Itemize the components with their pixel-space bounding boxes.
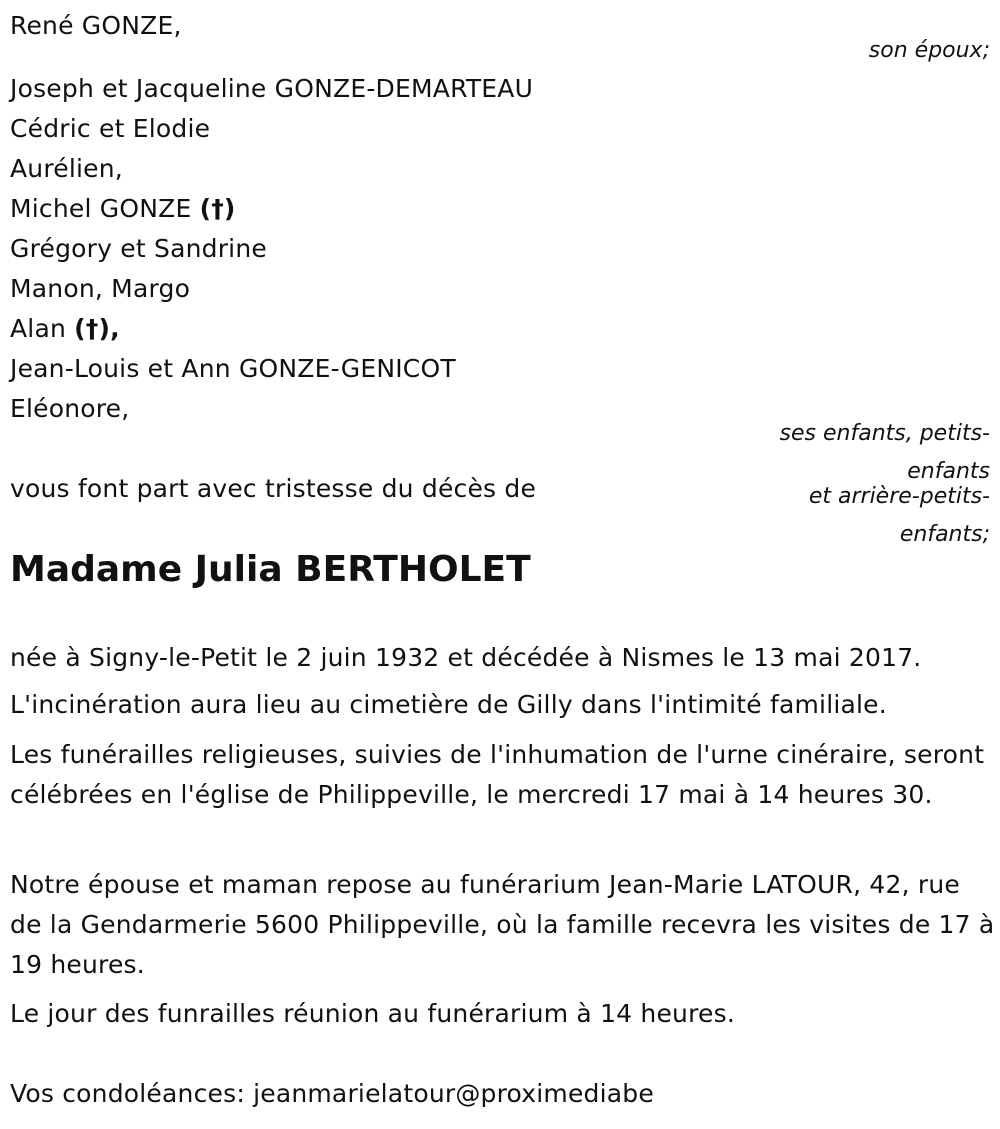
cross-icon: (†), bbox=[74, 314, 120, 343]
deceased-name: Madame Julia BERTHOLET bbox=[10, 549, 531, 590]
label-children-a: ses enfants, petits- bbox=[779, 421, 990, 446]
family-line-manon-margo: Manon, Margo bbox=[10, 274, 191, 303]
family-line-rene: René GONZE, bbox=[10, 11, 182, 40]
alan-name: Alan bbox=[10, 314, 67, 343]
family-line-joseph-jacqueline: Joseph et Jacqueline GONZE-DEMARTEAU bbox=[10, 74, 534, 103]
family-line-eleonore: Eléonore, bbox=[10, 394, 130, 423]
funeral-text: Les funérailles religieuses, suivies de l'inhumation de l'urne cinéraire, seront célébrées en l'église de Philippeville, le mercredi 17 mai à 14 heures 30. bbox=[10, 740, 985, 809]
family-line-jean-louis-ann: Jean-Louis et Ann GONZE-GENICOT bbox=[10, 354, 456, 383]
cross-icon: (†) bbox=[199, 194, 236, 223]
label-children-b: enfants bbox=[907, 459, 990, 484]
label-spouse: son époux; bbox=[868, 38, 990, 63]
intro-text: vous font part avec tristesse du décès de bbox=[10, 474, 537, 503]
label-children-c: et arrière-petits- bbox=[808, 484, 990, 509]
family-line-aurelien: Aurélien, bbox=[10, 154, 123, 183]
family-line-gregory-sandrine: Grégory et Sandrine bbox=[10, 234, 267, 263]
michel-name: Michel GONZE bbox=[10, 194, 192, 223]
birth-death-text: née à Signy-le-Petit le 2 juin 1932 et décédée à Nismes le 13 mai 2017. bbox=[10, 643, 922, 672]
meeting-text: Le jour des funrailles réunion au funérarium à 14 heures. bbox=[10, 999, 735, 1028]
family-line-alan bbox=[10, 309, 120, 349]
label-children-d: enfants; bbox=[899, 522, 990, 547]
cremation-text: L'incinération aura lieu au cimetière de Gilly dans l'intimité familiale. bbox=[10, 690, 887, 719]
family-line-michel bbox=[10, 189, 236, 229]
rest-text: Notre épouse et maman repose au funérarium Jean-Marie LATOUR, 42, rue de la Gendarmerie 5600 Philippeville, où la famille recevra les visites de 17 à 19 heures. bbox=[10, 870, 995, 979]
condolences-text: Vos condoléances: jeanmarielatour@proximediabe bbox=[10, 1079, 654, 1108]
family-line-cedric-elodie: Cédric et Elodie bbox=[10, 114, 211, 143]
